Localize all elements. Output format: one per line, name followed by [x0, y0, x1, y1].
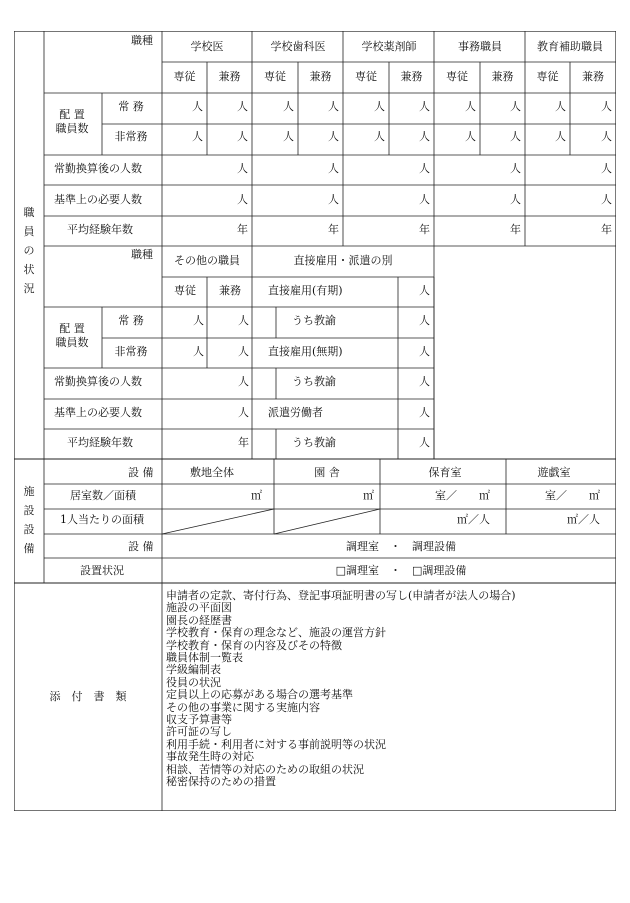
other-regular-part-unit: 人 [238, 314, 249, 327]
equipment-label: 設 備 [128, 466, 154, 479]
person-unit: 人 [328, 130, 339, 143]
site-area-unit: ㎡ [251, 489, 262, 502]
person-unit: 人 [192, 100, 203, 113]
person-unit: 人 [510, 100, 521, 113]
facility-col-playroom: 遊戯室 [537, 466, 571, 479]
equipment-label-2: 設 備 [128, 540, 154, 553]
fulltime-header: 専従 [446, 70, 468, 83]
person-unit: 人 [237, 100, 248, 113]
facility-col-building: 園 舎 [314, 466, 340, 479]
attachment-item: 秘密保持のための措置 [166, 775, 276, 789]
other-nonregular-full-unit: 人 [193, 345, 204, 358]
attachment-item: 職員体制一覧表 [166, 651, 243, 665]
facility-col-site: 敷地全体 [190, 466, 234, 479]
attachment-item: 事故発生時の対応 [166, 750, 254, 764]
other-experience-unit: 年 [238, 436, 249, 449]
summary-unit: 人 [237, 162, 248, 175]
employment-person-unit: 人 [419, 375, 430, 388]
fulltime-header: 専従 [264, 70, 286, 83]
summary-unit: 年 [328, 223, 339, 236]
person-unit: 人 [237, 130, 248, 143]
summary-unit: 年 [419, 223, 430, 236]
assigned-staff-label-line1: 配 置 [59, 108, 85, 121]
person-unit: 人 [555, 130, 566, 143]
job-type-header: 職種 [131, 34, 153, 47]
attachment-item: その他の事業に関する実施内容 [166, 700, 320, 714]
fixed-term-teacher-label: うち教諭 [292, 314, 336, 327]
direct-indefinite-term-label: 直接雇用(無期) [268, 345, 343, 358]
employment-person-unit: 人 [419, 436, 430, 449]
parttime-header: 兼務 [309, 70, 332, 83]
per-person-area-label: 1人当たりの面積 [60, 513, 144, 526]
parttime-header: 兼務 [491, 70, 514, 83]
avg-experience-label: 平均経験年数 [67, 223, 133, 236]
person-unit: 人 [419, 130, 430, 143]
parttime-header: 兼務 [400, 70, 423, 83]
staff-section-label: 職員の状況 [23, 206, 35, 295]
person-unit: 人 [601, 100, 612, 113]
install-status-label: 設置状況 [80, 564, 124, 577]
person-unit: 人 [328, 100, 339, 113]
assigned-staff-label-line1-2: 配 置 [59, 322, 85, 335]
attachments-label: 添 付 書 類 [49, 690, 127, 703]
dispatched-teacher-label: うち教諭 [292, 436, 336, 449]
person-unit: 人 [283, 130, 294, 143]
attachment-item: 施設の平面図 [166, 601, 232, 615]
attachment-item: 利用手続・利用者に対する事前説明等の状況 [166, 737, 386, 751]
person-unit: 人 [555, 100, 566, 113]
nonregular-label: 非常務 [114, 130, 148, 143]
summary-unit: 人 [510, 162, 521, 175]
grid-line [162, 509, 274, 534]
other-regular-full-unit: 人 [193, 314, 204, 327]
fulltime-header: 専従 [173, 70, 196, 83]
job-type-school-doctor: 学校医 [190, 40, 224, 53]
job-type-office-staff: 事務職員 [458, 40, 502, 53]
summary-unit: 人 [328, 162, 339, 175]
rooms-area-label: 居室数／面積 [70, 489, 136, 502]
attachment-item: 園長の経歴書 [166, 613, 232, 627]
person-unit: 人 [374, 130, 385, 143]
person-unit: 人 [465, 130, 476, 143]
fulltime-header: 専従 [355, 70, 377, 83]
direct-fixed-term-label: 直接雇用(有期) [268, 284, 343, 297]
fte-count-label-2: 常勤換算後の人数 [54, 375, 142, 388]
other-staff-parttime: 兼務 [219, 284, 241, 297]
employment-person-unit: 人 [419, 314, 430, 327]
attachment-item: 役員の状況 [166, 675, 221, 689]
kitchen-header: 調理室 ・ 調理設備 [346, 540, 456, 553]
summary-unit: 人 [419, 162, 430, 175]
other-nonregular-part-unit: 人 [238, 345, 249, 358]
person-unit: 人 [192, 130, 203, 143]
attachment-item: 学級編制表 [166, 663, 221, 677]
other-staff-fulltime: 専従 [174, 284, 196, 297]
attachment-item: 申請者の定款、寄付行為、登記事項証明書の写し(申請者が法人の場合) [166, 589, 516, 602]
summary-unit: 人 [328, 193, 339, 206]
job-type-school-dentist: 学校歯科医 [270, 40, 326, 53]
summary-unit: 人 [601, 162, 612, 175]
playroom-unit: 室／ ㎡ [545, 489, 600, 502]
nursery-room-unit: 室／ ㎡ [435, 489, 490, 502]
fulltime-header: 専従 [536, 70, 559, 83]
attachments-list [166, 590, 516, 789]
person-unit: 人 [283, 100, 294, 113]
dispatched-worker-label: 派遣労働者 [268, 406, 323, 419]
attachment-item: 学校教育・保育の理念など、施設の運営方針 [166, 626, 386, 640]
person-unit: 人 [510, 130, 521, 143]
required-count-label-2: 基準上の必要人数 [54, 406, 142, 419]
summary-unit: 年 [237, 223, 248, 236]
person-unit: 人 [374, 100, 385, 113]
parttime-header: 兼務 [218, 70, 241, 83]
playroom-per-person-unit: ㎡／人 [567, 513, 600, 526]
person-unit: 人 [601, 130, 612, 143]
facility-section-label: 施設設備 [23, 485, 35, 555]
regular-label: 常 務 [118, 100, 144, 113]
summary-unit: 年 [510, 223, 521, 236]
other-staff-header: その他の職員 [174, 254, 240, 267]
nursery-per-person-unit: ㎡／人 [457, 513, 490, 526]
summary-unit: 人 [237, 193, 248, 206]
attachment-item: 収支予算書等 [166, 713, 232, 727]
application-form [14, 31, 616, 811]
employment-person-unit: 人 [419, 406, 430, 419]
building-area-unit: ㎡ [363, 489, 374, 502]
summary-unit: 人 [601, 193, 612, 206]
employment-person-unit: 人 [419, 284, 430, 297]
indefinite-term-teacher-label: うち教諭 [292, 375, 336, 388]
attachment-item: 定員以上の応募がある場合の選考基準 [166, 688, 353, 702]
fte-count-label: 常勤換算後の人数 [54, 162, 142, 175]
facility-col-nursery-room: 保育室 [428, 466, 462, 479]
grid-line [274, 509, 380, 534]
job-type-school-pharmacist: 学校薬剤師 [361, 40, 417, 53]
regular-label-2: 常 務 [118, 314, 144, 327]
assigned-staff-label-line2-2: 職員数 [55, 336, 89, 349]
summary-unit: 年 [601, 223, 612, 236]
other-required-unit: 人 [238, 406, 249, 419]
kitchen-checkbox-line[interactable]: □調理室 ・ □調理設備 [335, 564, 467, 577]
nonregular-label-2: 非常務 [114, 345, 148, 358]
job-type-header-2: 職種 [131, 248, 153, 261]
attachment-item: 許可証の写し [166, 725, 232, 739]
avg-experience-label-2: 平均経験年数 [67, 436, 133, 449]
employment-person-unit: 人 [419, 345, 430, 358]
required-count-label: 基準上の必要人数 [54, 193, 142, 206]
attachment-item: 学校教育・保育の内容及びその特徴 [166, 638, 342, 652]
attachment-item: 相談、苦情等の対応のための取組の状況 [166, 762, 364, 776]
other-fte-unit: 人 [238, 375, 249, 388]
parttime-header: 兼務 [582, 70, 604, 83]
assigned-staff-label-line2: 職員数 [55, 122, 89, 135]
job-type-education-assistant: 教育補助職員 [537, 40, 603, 53]
person-unit: 人 [419, 100, 430, 113]
employment-type-header: 直接雇用・派遣の別 [293, 254, 393, 267]
person-unit: 人 [465, 100, 476, 113]
summary-unit: 人 [419, 193, 430, 206]
summary-unit: 人 [510, 193, 521, 206]
